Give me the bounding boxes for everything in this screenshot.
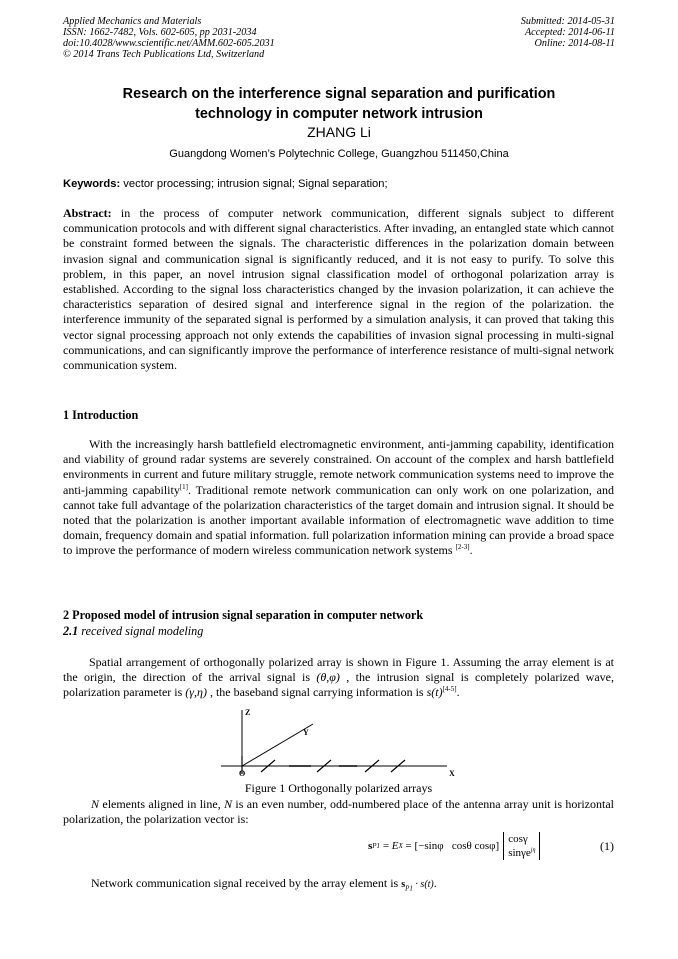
intro-text-1: With the increasingly harsh battlefield electromagnetic environment, anti-jamming capability, identification and viability of ground radar systems are severely constrained. On account of the complex and harsh battlefield environments in current and future military struggle, remote network communication systems need to improve the anti-jamming capability: [63, 437, 614, 497]
eq-equals-2: =: [402, 840, 415, 852]
accepted-date: Accepted: 2014-06-11: [524, 27, 615, 38]
journal-name: Applied Mechanics and Materials: [63, 16, 202, 27]
intro-ref-1: [1]: [179, 482, 188, 491]
journal-doi: doi:10.4028/www.scientific.net/AMM.602-605.2031: [63, 38, 275, 49]
p23-text: Network communication signal received by the array element is: [91, 876, 402, 890]
p22-math-2: N: [224, 797, 233, 811]
section-2-1-heading: [63, 624, 203, 639]
submitted-date: Submitted: 2014-05-31: [520, 16, 615, 27]
affiliation: Guangdong Women’s Polytechnic College, Guangzhou 511450,China: [169, 148, 509, 160]
section-2-1-number: 2.1: [63, 624, 79, 638]
received-signal-paragraph: [63, 655, 614, 701]
p23-math-rest: · s(t): [412, 879, 434, 890]
z-axis-label: Z: [245, 708, 251, 717]
paper-title: [60, 84, 618, 124]
eq-lhs-sub: P1: [372, 842, 381, 850]
p21-math-3: s(t): [426, 685, 443, 700]
p23-end: .: [433, 876, 437, 890]
figure-1-caption: Figure 1 Orthogonally polarized arrays: [244, 781, 433, 795]
y-axis-label: Y: [303, 728, 309, 737]
introduction-paragraph: [63, 437, 614, 559]
submission-dates: [521, 16, 615, 49]
section-2-1-title: received signal modeling: [78, 624, 204, 638]
polarization-paragraph: [63, 797, 614, 827]
p21-ref: [4-5]: [442, 685, 457, 694]
p22-text-1: elements aligned in line,: [99, 797, 225, 811]
online-date: Online: 2014-08-11: [534, 38, 615, 49]
author: ZHANG Li: [307, 124, 371, 140]
p21-text-3: , the baseband signal carrying information is: [206, 685, 427, 700]
title-line-2: technology in computer network intrusion: [195, 106, 483, 122]
p21-math-1: (θ,φ): [316, 670, 340, 685]
section-1-heading: 1 Introduction: [63, 408, 139, 422]
p21-end: .: [456, 685, 460, 700]
p21-math-2: (γ,η): [185, 685, 207, 700]
eq-column-vector: [503, 832, 540, 860]
p21-text-1: Spatial arrangement of orthogonally polarized array is shown in Figure 1. Assuming the array element is at the origin, the direction of the arrival signal is: [63, 655, 614, 685]
keywords-text: vector processing; intrusion signal; Signal separation;: [120, 178, 388, 190]
p23-math: s: [401, 879, 406, 890]
eq-ex-sub: X: [398, 842, 403, 850]
equation-1-number: (1): [600, 839, 614, 853]
section-2-heading: 2 Proposed model of intrusion signal separation in computer network: [63, 608, 424, 622]
abstract-label: Abstract:: [63, 206, 112, 220]
title-line-1: Research on the interference signal separation and purification: [122, 86, 556, 102]
eq-col-bottom-sup: jη: [530, 847, 536, 854]
journal-copyright: © 2014 Trans Tech Publications Ltd, Switzerland: [63, 49, 265, 60]
keywords-label: Keywords:: [63, 178, 121, 190]
abstract-text: in the process of computer network communication, different signals subject to different communication protocols and with different signal characteristics. After invading, an entangled state which cannot be constraint formed between the signals. The characteristic differences in the polarization domain between invasion signal and communication signal is significantly reduced, and it is not easy to purify. To solve this problem, in this paper, an novel intrusion signal classification model of orthogonal polarization array is established. According to the signal loss characteristics changed by the invasion polarization, it can achieve the characteristics separation of desired signal and interference signal in the region of the polarization. the interference immunity of the separated signal is performed by a simulation analysis, it can proved that taking this vector signal processing approach not only extends the capabilities of invasion signal processing in multi-signal communications, and can significantly improve the performance of interference resistance of multi-signal network communication system.: [63, 206, 614, 373]
keywords: [63, 177, 388, 191]
abstract: [63, 206, 614, 373]
eq-col-bottom-wrap: [508, 846, 535, 860]
orthogonal-array-figure: [215, 704, 465, 780]
origin-label: O: [239, 769, 246, 778]
eq-ex: E: [391, 840, 399, 852]
journal-issn: ISSN: 1662-7482, Vols. 602-605, pp 2031-2034: [63, 27, 257, 38]
received-signal-sentence: [63, 876, 614, 897]
journal-info: [63, 16, 275, 60]
equation-1: [368, 830, 540, 862]
eq-col-bottom: sinγe: [508, 847, 531, 859]
intro-end: .: [469, 543, 473, 558]
p22-math-1: N: [91, 797, 100, 811]
eq-equals-1: =: [380, 840, 392, 852]
eq-row-vector: [−sinφ cosθ cosφ]: [414, 840, 500, 852]
p22-text-2: is an even number, odd-numbered place of the antenna array unit is horizontal polarization, the polarization vector is:: [63, 797, 614, 827]
x-axis-label: X: [449, 769, 455, 778]
p21-text-2: , the intrusion signal is completely polarized wave, polarization parameter is: [63, 670, 614, 700]
intro-text-2: . Traditional remote network communication can only work on one polarization, and cannot take full advantage of the polarization characteristics of the target domain and intrusion signal. It should be noted that the polarization is another important available information of electromagnetic wave addition to time domain, frequency domain and spatial information. full polarization information mining can provide a broad space to improve the performance of modern wireless communication network systems: [63, 482, 614, 558]
p23-math-sub: P1: [405, 884, 413, 893]
intro-ref-2: [2-3]: [455, 543, 470, 552]
eq-lhs: s: [368, 840, 373, 852]
eq-col-top: cosγ: [508, 833, 528, 845]
